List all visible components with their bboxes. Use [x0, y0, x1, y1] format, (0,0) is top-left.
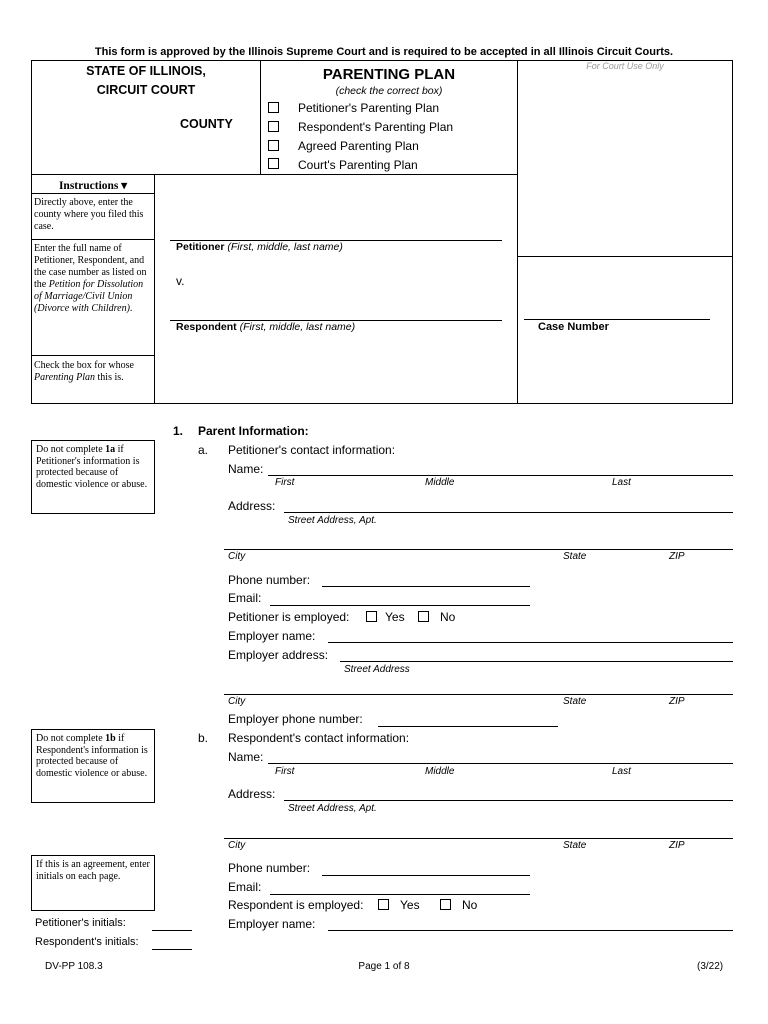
petitioner-employer-name-input[interactable]: [328, 642, 733, 643]
address-label: Address:: [228, 787, 276, 801]
employed-label: Petitioner is employed:: [228, 610, 350, 624]
item-letter-b: b.: [198, 731, 209, 745]
respondent-contact-title: Respondent's contact information:: [228, 731, 410, 745]
county-label: COUNTY: [180, 117, 233, 131]
respondent-employed-yes-checkbox[interactable]: [378, 899, 389, 910]
last-hint: Last: [612, 766, 631, 777]
no-label: No: [440, 610, 456, 624]
form-code: DV-PP 108.3: [45, 961, 103, 972]
yes-label: Yes: [385, 610, 405, 624]
city-hint: City: [228, 840, 246, 851]
respondent-city-input[interactable]: [224, 838, 733, 839]
respondent-plan-checkbox[interactable]: [268, 121, 279, 132]
respondent-plan-label: Respondent's Parenting Plan: [298, 120, 454, 134]
case-number-label: Case Number: [538, 321, 609, 333]
respondent-employer-name-input[interactable]: [328, 930, 733, 931]
state-hint: State: [563, 551, 587, 562]
check-note: (check the correct box): [335, 85, 443, 97]
petitioner-hint: (First, middle, last name): [224, 241, 343, 253]
petitioner-employed-yes-checkbox[interactable]: [366, 611, 377, 622]
street-apt-hint: Street Address, Apt.: [288, 515, 377, 526]
court-plan-label: Court's Parenting Plan: [298, 158, 418, 172]
name-label: Name:: [228, 750, 264, 764]
street-apt-hint: Street Address, Apt.: [288, 803, 377, 814]
middle-hint: Middle: [425, 477, 455, 488]
agreed-plan-label: Agreed Parenting Plan: [298, 139, 419, 153]
respondent-employed-no-checkbox[interactable]: [440, 899, 451, 910]
instruction-item: Directly above, enter the county where you filed this case.: [31, 194, 155, 240]
respondent-name-input[interactable]: [268, 763, 733, 764]
street-address-hint: Street Address: [344, 664, 410, 675]
instructions-header[interactable]: [31, 174, 155, 194]
instruction-item: Check the box for whose Parenting Plan this is.: [31, 356, 155, 404]
middle-hint: Middle: [425, 766, 455, 777]
petitioner-initials-label: Petitioner's initials:: [35, 917, 126, 929]
employer-name-label: Employer name:: [228, 629, 316, 643]
court-heading: CIRCUIT COURT: [96, 83, 196, 97]
first-hint: First: [275, 477, 295, 488]
side-note-1b: Do not complete 1b if Respondent's information is protected because of domestic violence or abuse.: [31, 729, 155, 803]
yes-label: Yes: [400, 898, 420, 912]
phone-label: Phone number:: [228, 573, 311, 587]
petitioner-street-input[interactable]: [284, 512, 733, 513]
address-label: Address:: [228, 499, 276, 513]
form-approval-notice: This form is approved by the Illinois Supreme Court and is required to be accepted in all Illinois Circuit Courts.: [94, 46, 674, 58]
email-label: Email:: [228, 880, 262, 894]
state-heading: STATE OF ILLINOIS,: [86, 64, 206, 78]
instructions-heading: Instructions: [58, 180, 119, 192]
petitioner-email-input[interactable]: [270, 605, 530, 606]
versus-label: v.: [176, 274, 185, 288]
respondent-hint: (First, middle, last name): [236, 321, 356, 333]
court-use-label: For Court Use Only: [586, 61, 664, 71]
name-label: Name:: [228, 462, 264, 476]
employer-phone-label: Employer phone number:: [228, 712, 363, 726]
county-input[interactable]: [36, 114, 166, 130]
phone-label: Phone number:: [228, 861, 311, 875]
chevron-down-icon: ▾: [121, 180, 128, 192]
form-title: PARENTING PLAN: [322, 66, 456, 83]
revision-date: (3/22): [697, 961, 724, 972]
instruction-item: Enter the full name of Petitioner, Respondent, and the case number as listed on the Petition for Dissolution of Marriage/Civil Union (Divorce with Children).: [31, 240, 155, 356]
state-hint: State: [563, 840, 587, 851]
no-label: No: [462, 898, 478, 912]
instructions-panel: [31, 174, 156, 404]
respondent-initials-input[interactable]: [152, 949, 192, 950]
first-hint: First: [275, 766, 295, 777]
court-plan-checkbox[interactable]: [268, 158, 279, 169]
page-number: Page 1 of 8: [358, 961, 410, 972]
petitioner-initials-input[interactable]: [152, 930, 192, 931]
petitioner-phone-input[interactable]: [322, 586, 530, 587]
respondent-initials-label: Respondent's initials:: [35, 936, 139, 948]
respondent-email-input[interactable]: [270, 894, 530, 895]
petitioner-label: Petitioner: [176, 241, 225, 253]
respondent-phone-input[interactable]: [322, 875, 530, 876]
petitioner-employer-city-input[interactable]: [224, 694, 733, 695]
side-note-1a: Do not complete 1a if Petitioner's information is protected because of domestic violence or abuse.: [31, 440, 155, 514]
petitioner-employer-street-input[interactable]: [340, 661, 733, 662]
petitioner-employer-phone-input[interactable]: [378, 726, 558, 727]
state-hint: State: [563, 696, 587, 707]
section-title: Parent Information:: [198, 424, 309, 438]
city-hint: City: [228, 551, 246, 562]
petitioner-employed-no-checkbox[interactable]: [418, 611, 429, 622]
petitioner-plan-label: Petitioner's Parenting Plan: [298, 101, 440, 115]
petitioner-city-input[interactable]: [224, 549, 733, 550]
section-number: 1.: [173, 424, 184, 438]
employer-address-label: Employer address:: [228, 648, 329, 662]
petitioner-contact-title: Petitioner's contact information:: [228, 443, 396, 457]
case-number-field[interactable]: [524, 319, 710, 320]
respondent-label: Respondent: [176, 321, 237, 333]
email-label: Email:: [228, 591, 262, 605]
city-hint: City: [228, 696, 246, 707]
item-letter-a: a.: [198, 443, 209, 457]
respondent-street-input[interactable]: [284, 800, 733, 801]
last-hint: Last: [612, 477, 631, 488]
zip-hint: ZIP: [669, 696, 685, 707]
zip-hint: ZIP: [669, 840, 685, 851]
employer-name-label: Employer name:: [228, 917, 316, 931]
petitioner-plan-checkbox[interactable]: [268, 102, 279, 113]
employed-label: Respondent is employed:: [228, 898, 364, 912]
side-note-agreement: If this is an agreement, enter initials on each page.: [31, 855, 155, 911]
agreed-plan-checkbox[interactable]: [268, 140, 279, 151]
petitioner-name-input[interactable]: [268, 475, 733, 476]
zip-hint: ZIP: [669, 551, 685, 562]
